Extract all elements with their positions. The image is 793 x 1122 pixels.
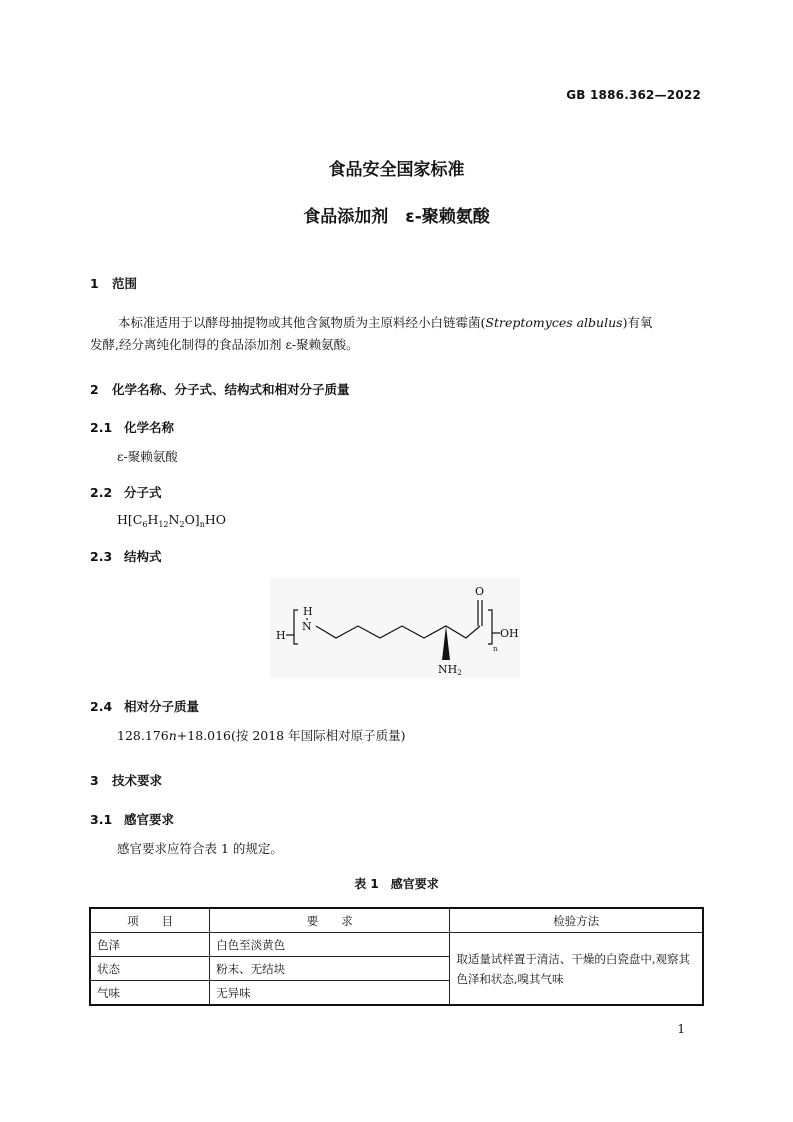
section-2-2-heading	[90, 483, 162, 501]
section-title: 感官要求	[124, 812, 175, 827]
section-title: 分子式	[124, 485, 162, 500]
cell-requirement: 粉末、无结块	[210, 957, 450, 981]
table-header-row	[90, 908, 703, 933]
header-method: 检验方法	[450, 908, 703, 933]
section-title: 化学名称、分子式、结构式和相对分子质量	[112, 382, 350, 397]
nh-n-label: N	[302, 620, 312, 633]
nh2-label: NH2	[438, 663, 462, 677]
molecular-formula: $H[C_6H_{12}N_2O]_nHO$	[117, 512, 226, 529]
section-title: 结构式	[124, 549, 162, 564]
molecular-mass: 128.176n+18.016(按 2018 年国际相对原子质量)	[117, 728, 406, 743]
section-number: 2.3	[90, 549, 113, 564]
structural-formula	[270, 578, 520, 678]
scope-text-b: )有氧	[622, 315, 653, 330]
cell-item: 色泽	[90, 933, 210, 957]
section-title: 相对分子质量	[124, 699, 200, 714]
header-item: 项 目	[90, 908, 210, 933]
section-2-3-heading	[90, 547, 162, 565]
section-title: 化学名称	[124, 420, 175, 435]
table-row	[90, 933, 703, 957]
sensory-table	[89, 907, 704, 1006]
scope-species-name: Streptomyces albulus	[485, 315, 623, 330]
nh-h-label: H	[303, 605, 313, 618]
standard-number: GB 1886.362—2022	[566, 88, 701, 102]
cell-method: 取适量试样置于清洁、干燥的白瓷盘中,观察其色泽和状态,嗅其气味	[450, 933, 703, 1006]
section-number: 1	[90, 276, 99, 291]
section-number: 2.2	[90, 485, 113, 500]
section-1-heading	[90, 274, 137, 292]
oh-label: OH	[500, 627, 519, 640]
cell-requirement: 无异味	[210, 981, 450, 1006]
section-title: 技术要求	[112, 773, 163, 788]
cell-item: 状态	[90, 957, 210, 981]
cell-requirement: 白色至淡黄色	[210, 933, 450, 957]
section-3-1-heading	[90, 810, 174, 828]
carbonyl-o-label: O	[475, 585, 485, 598]
section-number: 2.1	[90, 420, 113, 435]
section-number: 3.1	[90, 812, 113, 827]
section-number: 3	[90, 773, 99, 788]
main-title: 食品安全国家标准	[328, 160, 465, 180]
sensory-requirement-text: 感官要求应符合表 1 的规定。	[117, 841, 283, 856]
section-title: 范围	[112, 276, 138, 291]
section-3-heading	[90, 771, 162, 789]
section-number: 2.4	[90, 699, 113, 714]
h-left-label: H	[276, 629, 286, 642]
n-subscript-label: n	[493, 645, 498, 653]
cell-item: 气味	[90, 981, 210, 1006]
section-2-heading	[90, 380, 350, 398]
chemical-name: ε-聚赖氨酸	[117, 449, 178, 464]
scope-text-a: 本标准适用于以酵母抽提物或其他含氮物质为主原料经小白链霉菌(	[118, 315, 486, 330]
scope-text-c: 发酵,经分离纯化制得的食品添加剂 ε-聚赖氨酸。	[90, 337, 359, 352]
scope-paragraph	[90, 312, 705, 356]
header-requirement: 要 求	[210, 908, 450, 933]
table-caption: 表 1 感官要求	[354, 877, 439, 891]
section-2-1-heading	[90, 418, 174, 436]
sub-title: 食品添加剂 ε-聚赖氨酸	[303, 207, 490, 227]
section-number: 2	[90, 382, 99, 397]
section-2-4-heading	[90, 697, 199, 715]
page-number: 1	[677, 1022, 685, 1036]
